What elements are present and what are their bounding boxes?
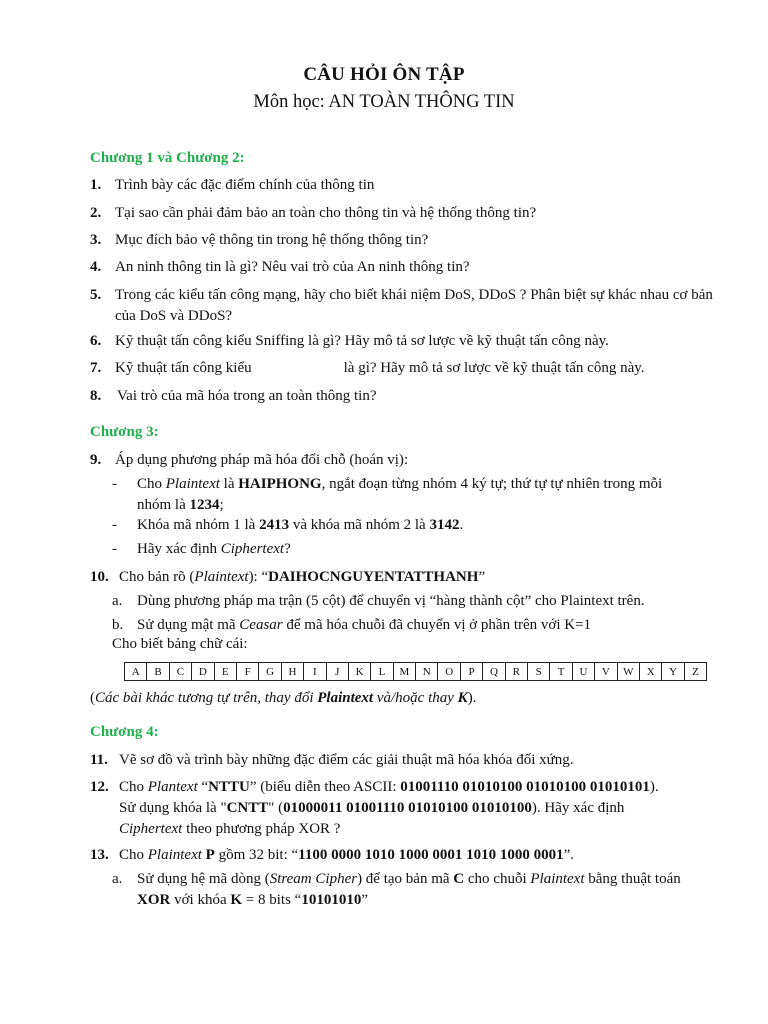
alphabet-cell: G — [259, 663, 281, 681]
question-text: Vai trò của mã hóa trong an toàn thông tin? — [117, 388, 377, 404]
question-number: 9. — [90, 452, 102, 468]
note-text: (Các bài khác tương tự trên, thay đổi Plaintext và/hoặc thay K). — [90, 690, 477, 706]
alphabet-cell: Y — [662, 663, 684, 681]
question-text: Tại sao cần phải đảm bảo an toàn cho thông tin và hệ thống thông tin? — [115, 205, 537, 221]
alphabet-cell: J — [326, 663, 348, 681]
question-text: Trong các kiểu tấn công mạng, hãy cho biết khái niệm DoS, DDoS ? Phân biệt sự khác nhau cơ bản của DoS và DDoS? — [115, 287, 713, 324]
alphabet-cell: F — [236, 663, 258, 681]
question-number: 13. — [90, 847, 109, 863]
question-number: 10. — [90, 569, 109, 585]
alphabet-cell: Z — [684, 663, 706, 681]
alphabet-cell: M — [393, 663, 415, 681]
alphabet-cell: B — [147, 663, 169, 681]
list-item-text: Cho Plaintext là HAIPHONG, ngắt đoạn từng nhóm 4 ký tự; thứ tự tự nhiên trong mỗi nhóm là 1234; — [137, 476, 663, 513]
alphabet-label: Cho biết bảng chữ cái: — [112, 636, 248, 652]
question-number: 2. — [90, 205, 102, 221]
bullet-dash: - — [112, 476, 117, 492]
alphabet-cell: A — [125, 663, 147, 681]
list-marker: b. — [112, 617, 124, 633]
alphabet-table — [124, 662, 707, 681]
question-number: 3. — [90, 232, 102, 248]
alphabet-cell: N — [416, 663, 438, 681]
alphabet-cell: R — [505, 663, 527, 681]
question-number: 1. — [90, 177, 102, 193]
bullet-dash: - — [112, 541, 117, 557]
question-text: Mục đích bảo vệ thông tin trong hệ thống thông tin? — [115, 232, 429, 248]
question-number: 11. — [90, 752, 108, 768]
alphabet-cell: S — [528, 663, 550, 681]
chapter-heading: Chương 3: — [90, 424, 159, 440]
question-number: 7. — [90, 360, 102, 376]
alphabet-cell: O — [438, 663, 460, 681]
chapter-heading: Chương 1 và Chương 2: — [90, 150, 245, 166]
alphabet-cell: L — [371, 663, 393, 681]
question-text: Kỹ thuật tấn công kiểu Sniffing là gì? Hãy mô tả sơ lược về kỹ thuật tấn công này. — [115, 333, 609, 349]
list-item-text: Sử dụng mật mã Ceasar để mã hóa chuỗi đã chuyển vị ở phần trên với K=1 — [137, 617, 592, 633]
list-item-text: Dùng phương pháp ma trận (5 cột) để chuyển vị “hàng thành cột” cho Plaintext trên. — [137, 593, 645, 609]
alphabet-cell: T — [550, 663, 572, 681]
alphabet-cell: V — [595, 663, 617, 681]
question-text: Cho bản rõ (Plaintext): “DAIHOCNGUYENTATTHANH” — [119, 569, 486, 585]
alphabet-cell: W — [617, 663, 639, 681]
question-text: Cho Plantext “NTTU” (biểu diễn theo ASCII: 01001110 01010100 01010100 01010101). Sử dụng khóa là "CNTT" (01000011 01001110 01010100 01010100). Hãy xác định Ciphertext theo phương pháp XOR ? — [119, 779, 659, 837]
alphabet-cell: U — [572, 663, 594, 681]
alphabet-cell: D — [192, 663, 214, 681]
bullet-dash: - — [112, 517, 117, 533]
question-text: Kỹ thuật tấn công kiểu là gì? Hãy mô tả sơ lược về kỹ thuật tấn công này. — [115, 360, 645, 376]
alphabet-cell: I — [304, 663, 326, 681]
question-number: 5. — [90, 287, 102, 303]
alphabet-cell: C — [169, 663, 191, 681]
alphabet-row — [125, 663, 707, 681]
alphabet-cell: E — [214, 663, 236, 681]
question-number: 12. — [90, 779, 109, 795]
question-text: Áp dụng phương pháp mã hóa đổi chỗ (hoán vị): — [115, 452, 409, 468]
list-item-text: Hãy xác định Ciphertext? — [137, 541, 291, 557]
question-text: An ninh thông tin là gì? Nêu vai trò của An ninh thông tin? — [115, 259, 470, 275]
alphabet-cell: P — [460, 663, 482, 681]
question-text: Vẽ sơ đồ và trình bày những đặc điểm các giải thuật mã hóa khóa đối xứng. — [119, 752, 574, 768]
question-number: 8. — [90, 388, 102, 404]
list-item-text: Sử dụng hệ mã dòng (Stream Cipher) để tạo bản mã C cho chuỗi Plaintext bằng thuật toán XOR với khóa K = 8 bits “10101010” — [137, 871, 681, 908]
question-number: 6. — [90, 333, 102, 349]
document-title: CÂU HỎI ÔN TẬP — [303, 64, 465, 85]
question-number: 4. — [90, 259, 102, 275]
question-text: Trình bày các đặc điểm chính của thông tin — [115, 177, 375, 193]
alphabet-cell: H — [281, 663, 303, 681]
list-marker: a. — [112, 593, 123, 609]
alphabet-cell: X — [639, 663, 661, 681]
alphabet-cell: Q — [483, 663, 505, 681]
chapter-heading: Chương 4: — [90, 724, 159, 740]
question-text: Cho Plaintext P gồm 32 bit: “1100 0000 1010 1000 0001 1010 1000 0001”. — [119, 847, 575, 863]
alphabet-cell: K — [348, 663, 370, 681]
list-item-text: Khóa mã nhóm 1 là 2413 và khóa mã nhóm 2 là 3142. — [137, 517, 464, 533]
list-marker: a. — [112, 871, 123, 887]
subject-title: Môn học: AN TOÀN THÔNG TIN — [253, 92, 515, 112]
